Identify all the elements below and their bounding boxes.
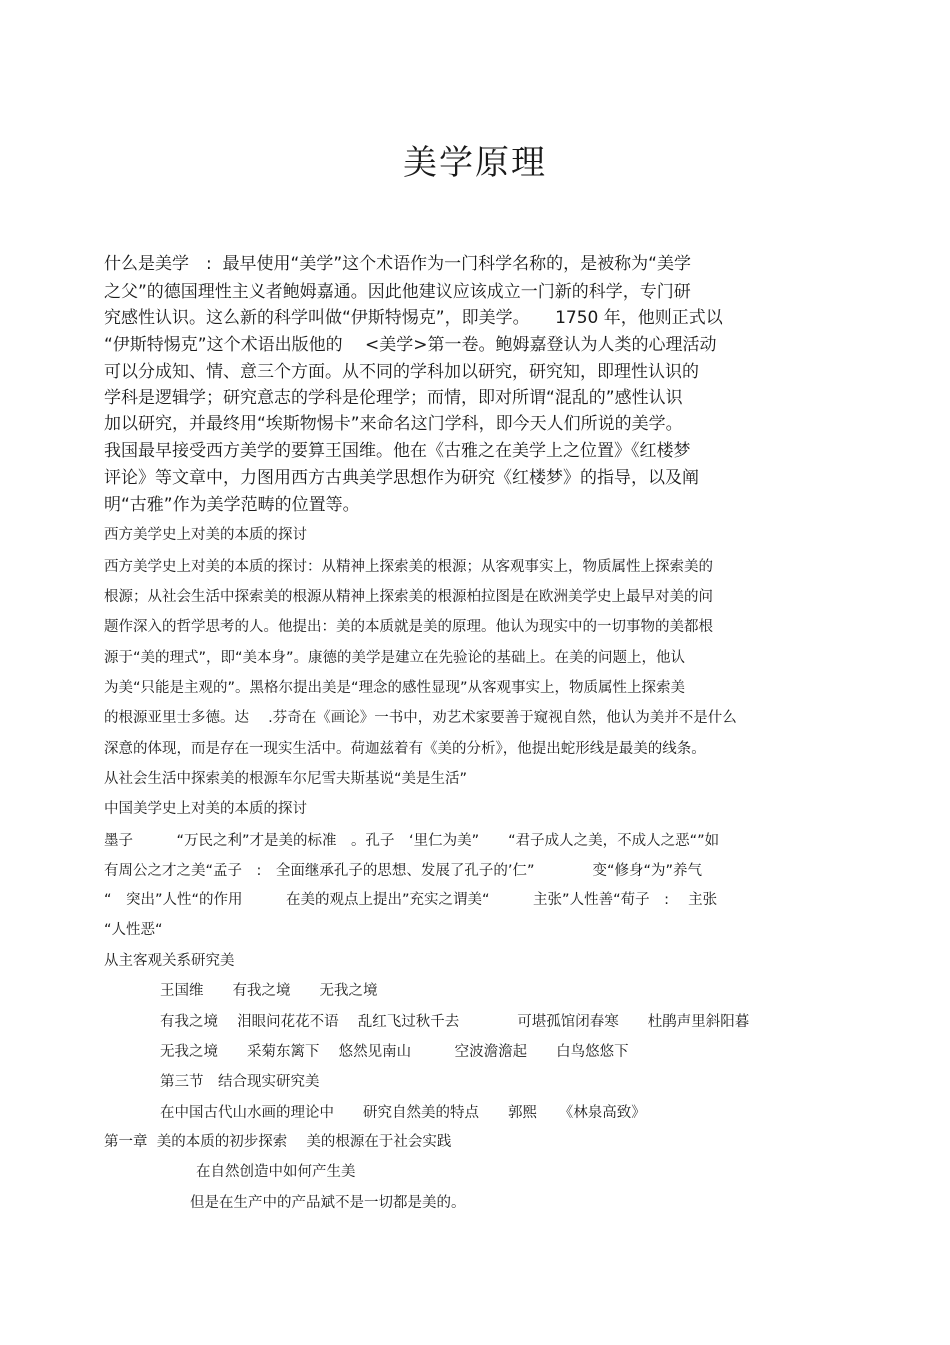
paragraph-line: 明“古雅”作为美学范畴的位置等。 xyxy=(104,495,360,515)
page-title: 美学原理 xyxy=(403,143,547,183)
paragraph-line: 什么是美学 : 最早使用“美学”这个术语作为一门科学名称的，是被称为“美学 xyxy=(104,254,691,274)
chapter-heading: 第一章 美的本质的初步探索 美的根源在于社会实践 xyxy=(104,1134,452,1150)
section-heading-western: 西方美学史上对美的本质的探讨 xyxy=(104,527,307,543)
paragraph-line: 我国最早接受西方美学的要算王国维。他在《古雅之在美学上之位置》《红楼梦 xyxy=(104,441,691,461)
paragraph-line: 从社会生活中探索美的根源车尔尼雪夫斯基说“美是生活” xyxy=(104,771,468,787)
paragraph-line: “人性恶“ xyxy=(104,922,163,938)
paragraph-line: 西方美学史上对美的本质的探讨：从精神上探索美的根源；从客观事实上，物质属性上探索美的 xyxy=(104,559,713,575)
indented-line: 有我之境 泪眼问花花不语 乱红飞过秋千去 可堪孤馆闭春寒 杜鹃声里斜阳暮 xyxy=(160,1014,750,1030)
paragraph-line: 的根源亚里士多德。达 .芬奇在《画论》一书中，劝艺术家要善于窥视自然，他认为美并不是什么 xyxy=(104,710,737,726)
indented-line: 无我之境 采菊东篱下 悠然见南山 空波澹澹起 白鸟悠悠下 xyxy=(160,1044,629,1060)
indented-line: 第三节 结合现实研究美 xyxy=(160,1074,320,1090)
section-heading-chinese: 中国美学史上对美的本质的探讨 xyxy=(104,801,307,817)
paragraph-line: 加以研究，并最终用“埃斯物惕卡”来命名这门学科，即今天人们所说的美学。 xyxy=(104,414,683,434)
paragraph-line: 究感性认识。这么新的科学叫做“伊斯特惕克”，即美学。 1750 年，他则正式以 xyxy=(104,308,723,328)
indented-line: 在自然创造中如何产生美 xyxy=(196,1164,356,1180)
indented-line: 但是在生产中的产品斌不是一切都是美的。 xyxy=(190,1195,466,1211)
paragraph-line: 根源；从社会生活中探索美的根源从精神上探索美的根源柏拉图是在欧洲美学史上最早对美的问 xyxy=(104,589,713,605)
paragraph-line: 墨子 “万民之利”才是美的标准 。孔子 ‘里仁为美” “君子成人之美，不成人之恶“”如 xyxy=(104,833,720,849)
paragraph-line: 学科是逻辑学；研究意志的学科是伦理学；而情，即对所谓“混乱的”感性认识 xyxy=(104,388,683,408)
paragraph-line: 源于“美的理式”，即“美本身”。康德的美学是建立在先验论的基础上。在美的问题上，他认 xyxy=(104,650,686,666)
section-heading-subject-object: 从主客观关系研究美 xyxy=(104,953,235,969)
paragraph-line: 为美“只能是主观的”。黑格尔提出美是“理念的感性显现”从客观事实上，物质属性上探索美 xyxy=(104,680,686,696)
paragraph-line: “伊斯特惕克”这个术语出版他的 <美学>第一卷。鲍姆嘉登认为人类的心理活动 xyxy=(104,335,717,355)
paragraph-line: 可以分成知、情、意三个方面。从不同的学科加以研究，研究知，即理性认识的 xyxy=(104,362,699,382)
indented-line: 王国维 有我之境 无我之境 xyxy=(160,983,378,999)
paragraph-line: 之父”的德国理性主义者鲍姆嘉通。因此他建议应该成立一门新的科学，专门研 xyxy=(104,282,691,302)
paragraph-line: 评论》等文章中，力图用西方古典美学思想作为研究《红楼梦》的指导，以及阐 xyxy=(104,468,699,488)
paragraph-line: “ 突出”人性“的作用 在美的观点上提出”充实之谓美“ 主张”人性善“荀子 : 主张 xyxy=(104,892,718,908)
paragraph-line: 有周公之才之美“孟子 : 全面继承孔子的思想、发展了孔子的’仁” 变“修身“为”养气 xyxy=(104,863,703,879)
indented-line: 在中国古代山水画的理论中 研究自然美的特点 郭熙 《林泉高致》 xyxy=(160,1105,646,1121)
paragraph-line: 题作深入的哲学思考的人。他提出：美的本质就是美的原理。他认为现实中的一切事物的美都根 xyxy=(104,619,713,635)
paragraph-line: 深意的体现，而是存在一现实生活中。荷迦兹着有《美的分析》，他提出蛇形线是最美的线条。 xyxy=(104,741,706,757)
